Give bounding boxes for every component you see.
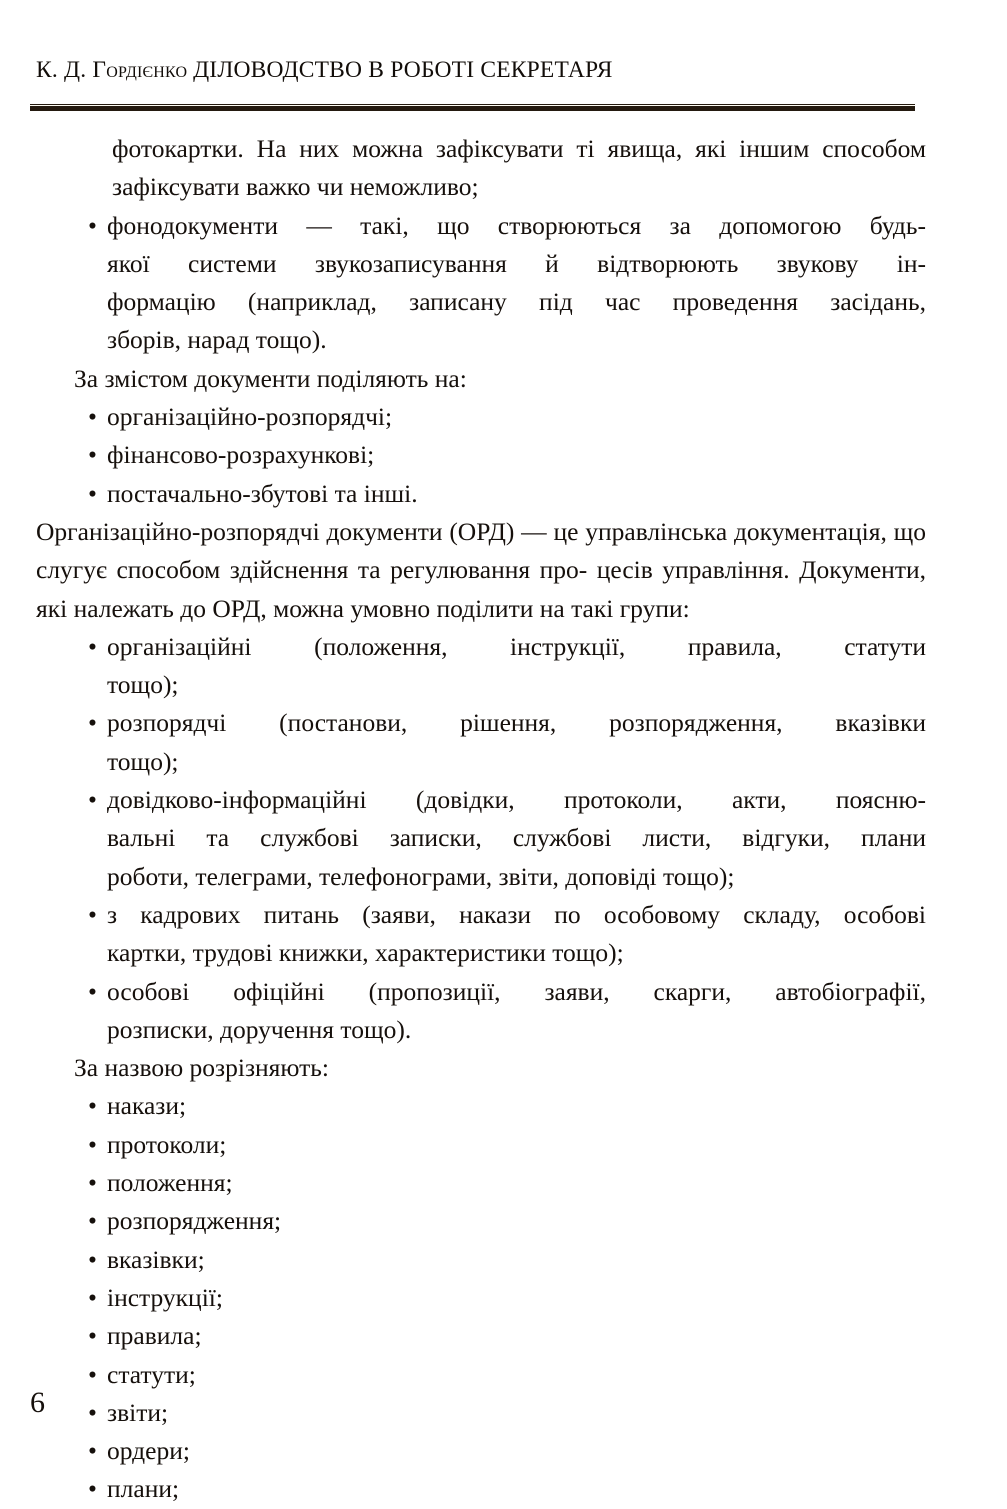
ord-group-rozporyadchi: [107, 704, 926, 781]
list-item-label: плани;: [107, 1474, 180, 1504]
ord-paragraph-line-1: Організаційно-розпорядчі документи (ОРД) — це управлінська: [36, 516, 728, 546]
ord-groups-list: [36, 628, 926, 1049]
list-item: [88, 628, 926, 705]
continued-paragraph: [112, 130, 926, 207]
header-rule: [30, 104, 915, 112]
bullet-glyph-icon: •: [88, 1206, 97, 1236]
list-item-label: інструкції;: [107, 1282, 223, 1312]
body-text-block: [36, 130, 926, 1509]
list-item: [88, 1202, 926, 1240]
bullet-glyph-icon: •: [88, 1129, 97, 1159]
zmist-list: [36, 398, 926, 513]
bullet-glyph-icon: •: [88, 631, 97, 661]
list-item-label: статути;: [107, 1359, 196, 1389]
ord-group-line: тощо);: [107, 670, 179, 700]
list-item-label: організаційно-розпорядчі;: [107, 402, 393, 432]
section-lead-zmist: За змістом документи поділяють на:: [74, 363, 467, 393]
ord-group-line: довідково-інформаційні (довідки, протоколи, акти, поясню-: [107, 785, 926, 815]
ord-group-line: розпорядчі (постанови, рішення, розпорядження, вказівки: [107, 708, 926, 738]
fonodokumenty-line-2: якої системи звукозаписування й відтворюють звукову ін-: [107, 248, 926, 278]
list-item-label: постачально-збутові та інші.: [107, 478, 418, 508]
bullet-glyph-icon: •: [88, 1474, 97, 1504]
list-item: [88, 781, 926, 896]
list-item: [88, 1087, 926, 1125]
list-item-label: ордери;: [107, 1436, 190, 1466]
ord-group-osobovi-ofitsiyni: [107, 973, 926, 1050]
fonodokumenty-lines: [107, 207, 926, 360]
bullet-glyph-icon: •: [88, 785, 97, 815]
list-item: [88, 207, 926, 360]
list-item: [88, 1241, 926, 1279]
ord-group-organizatsiyni: [107, 628, 926, 705]
fonodokumenty-list: [36, 207, 926, 360]
bullet-glyph-icon: •: [88, 1244, 97, 1274]
list-item: [88, 973, 926, 1050]
list-item: [88, 436, 926, 474]
fonodokumenty-line-4: зборів, нарад тощо).: [107, 325, 327, 355]
header-rule-thick-line: [30, 106, 915, 111]
list-item: [88, 1470, 926, 1508]
list-item: [88, 398, 926, 436]
list-item: [88, 1317, 926, 1355]
list-item-label: положення;: [107, 1168, 233, 1198]
ord-group-z-kadrovykh-pytan: [107, 896, 926, 973]
list-item-label: накази;: [107, 1091, 187, 1121]
bullet-glyph-icon: •: [88, 1282, 97, 1312]
list-item-label: вказівки;: [107, 1244, 205, 1274]
bullet-glyph-icon: •: [88, 1436, 97, 1466]
ord-group-line: організаційні (положення, інструкції, правила, статути: [107, 631, 926, 661]
list-item: [88, 896, 926, 973]
bullet-glyph-icon: •: [88, 976, 97, 1006]
ord-group-line: з кадрових питань (заяви, накази по особовому складу, особові: [107, 899, 926, 929]
bullet-glyph-icon: •: [88, 402, 97, 432]
ord-group-line: особові офіційні (пропозиції, заяви, скарги, автобіографії,: [107, 976, 926, 1006]
bullet-glyph-icon: •: [88, 478, 97, 508]
ord-paragraph-line-4: поділити на такі групи:: [436, 593, 690, 623]
list-item-label: фінансово-розрахункові;: [107, 440, 375, 470]
page-number: 6: [30, 1386, 45, 1419]
list-item: [88, 475, 926, 513]
running-head-author: К. Д. Гордієнко: [36, 57, 188, 83]
ord-paragraph: [36, 513, 926, 628]
ord-group-line: роботи, телеграми, телефонограми, звіти, доповіді тощо);: [107, 861, 735, 891]
list-item-label: розпорядження;: [107, 1206, 282, 1236]
running-head-title: ДІЛОВОДСТВО В РОБОТІ СЕКРЕТАРЯ: [193, 57, 613, 83]
ord-group-line: картки, трудові книжки, характеристики тощо);: [107, 938, 624, 968]
ord-group-dovidkovo-informatsiyni: [107, 781, 926, 896]
ord-group-line: тощо);: [107, 746, 179, 776]
ord-group-line: вальні та службові записки, службові листи, відгуки, плани: [107, 823, 926, 853]
section-lead-nazva: За назвою розрізняють:: [74, 1053, 329, 1083]
bullet-glyph-icon: •: [88, 1091, 97, 1121]
list-item: [88, 1394, 926, 1432]
bullet-glyph-icon: •: [88, 210, 97, 240]
bullet-glyph-icon: •: [88, 1168, 97, 1198]
bullet-glyph-icon: •: [88, 708, 97, 738]
bullet-glyph-icon: •: [88, 440, 97, 470]
fonodokumenty-line-3: формацію (наприклад, записану під час проведення засідань,: [107, 287, 926, 317]
list-item: [88, 1356, 926, 1394]
list-item: [88, 1279, 926, 1317]
list-item: [88, 1126, 926, 1164]
list-item: [88, 1432, 926, 1470]
bullet-glyph-icon: •: [88, 1321, 97, 1351]
fonodokumenty-line-1: фонодокументи — такі, що створюються за допомогою будь-: [107, 210, 926, 240]
continued-paragraph-line-2: способом зафіксувати важко чи неможливо;: [112, 134, 927, 202]
nazva-list: [36, 1087, 926, 1508]
list-item-label: звіти;: [107, 1397, 169, 1427]
list-item-label: правила;: [107, 1321, 202, 1351]
ord-paragraph-line-3: цесів управління. Документи, які належать до ОРД, можна умовно: [36, 555, 926, 623]
list-item-label: протоколи;: [107, 1129, 227, 1159]
list-item: [88, 704, 926, 781]
list-item: [88, 1164, 926, 1202]
ord-paragraph-line-2: документація, що слугує способом здійснення та регулювання про-: [36, 516, 927, 585]
continued-paragraph-line-1: фотокартки. На них можна зафіксувати ті явища, які іншим: [112, 134, 810, 163]
bullet-glyph-icon: •: [88, 1397, 97, 1427]
bullet-glyph-icon: •: [88, 1359, 97, 1389]
ord-group-line: розписки, доручення тощо).: [107, 1014, 412, 1044]
running-head: [36, 56, 926, 84]
bullet-glyph-icon: •: [88, 899, 97, 929]
